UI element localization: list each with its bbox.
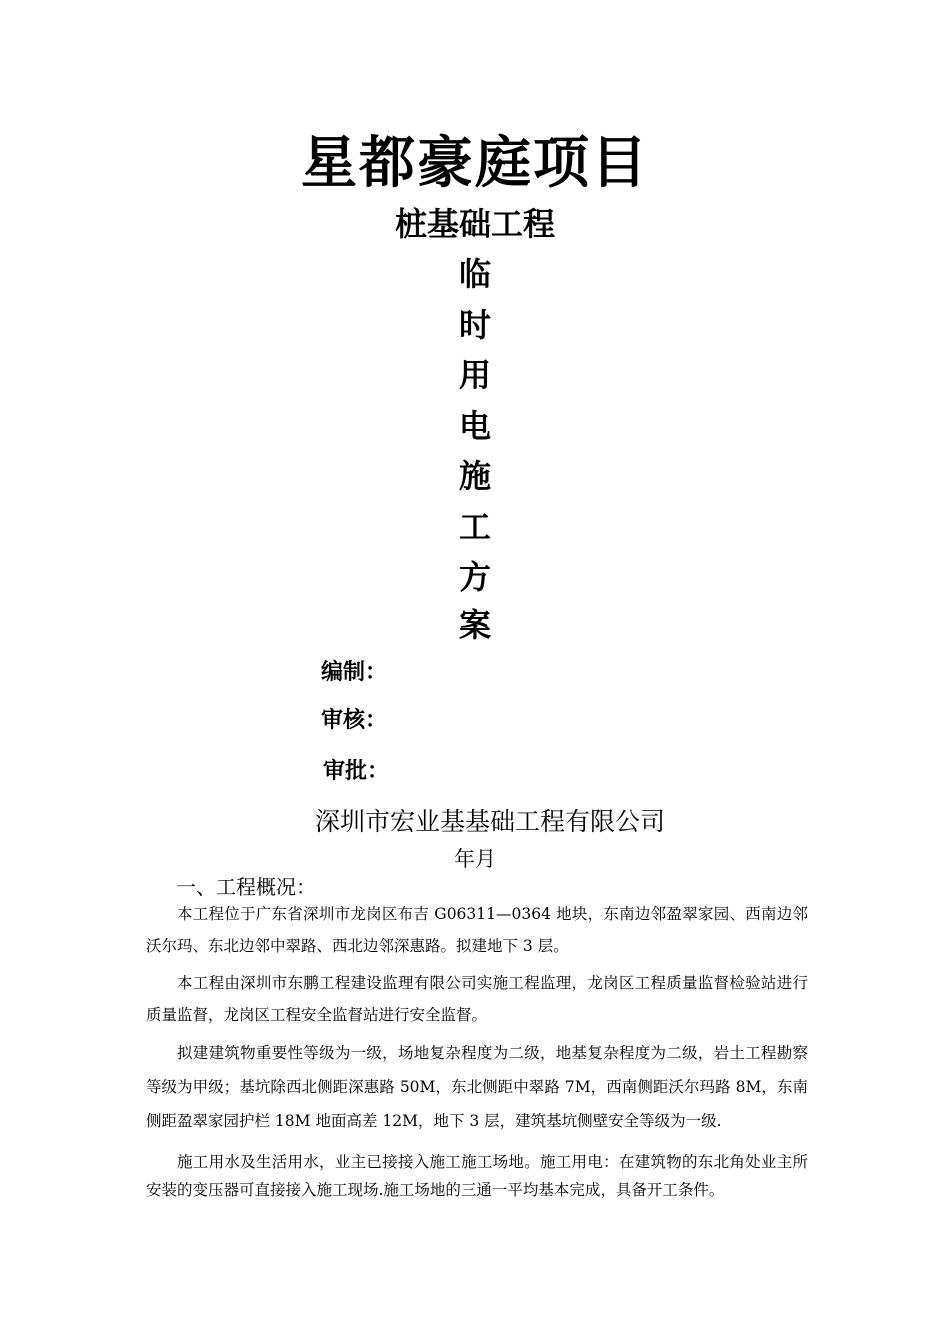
paragraph-supervision: 本工程由深圳市东鹏工程建设监理有限公司实施工程监理，龙岗区工程质量监督检验站进行质量监督，龙岗区工程安全监督站进行安全监督。	[146, 974, 808, 1024]
paragraph-location: 本工程位于广东省深圳市龙岗区布吉 G06311—0364 地块，东南边邻盈翠家园、西南边邻沃尔玛、东北边邻中翠路、西北边邻深惠路。拟建地下 3 层。	[146, 905, 808, 955]
cover-title: 星都豪庭项目	[301, 131, 649, 196]
vertical-title-char: 工	[458, 508, 491, 546]
paragraph-grades: 拟建建筑物重要性等级为一级，场地复杂程度为二级，地基复杂程度为二级，岩土工程勘察等级为甲级；基坑除西北侧距深惠路 50M，东北侧距中翠路 7M，西南侧距沃尔玛路 8M，东南侧距盈翠家园护栏 18M 地面高差 12M，地下 3 层，建筑基坑侧壁安全等级为一级.	[146, 1044, 808, 1130]
cover-subtitle: 桩基础工程	[394, 205, 555, 243]
vertical-title-char: 方	[458, 558, 491, 596]
company-name: 深圳市宏业基基础工程有限公司	[314, 807, 665, 836]
vertical-title-char: 用	[458, 356, 491, 394]
approver-label: 审批：	[323, 759, 390, 784]
section-heading: 一、工程概况：	[176, 875, 316, 899]
date-line: 年月	[454, 847, 496, 871]
vertical-title-char: 临	[458, 255, 491, 293]
vertical-title-char: 案	[458, 606, 491, 644]
reviewer-label: 审核：	[321, 708, 388, 733]
vertical-title-char: 施	[458, 457, 491, 495]
vertical-title-char: 时	[458, 306, 491, 344]
paragraph-utilities: 施工用水及生活用水，业主已接接入施工施工场地。施工用电：在建筑物的东北角处业主所安装的变压器可直接接入施工现场.施工场地的三通一平均基本完成，具备开工条件。	[146, 1153, 808, 1199]
vertical-title-char: 电	[458, 407, 491, 445]
compiler-label: 编制：	[321, 660, 388, 685]
